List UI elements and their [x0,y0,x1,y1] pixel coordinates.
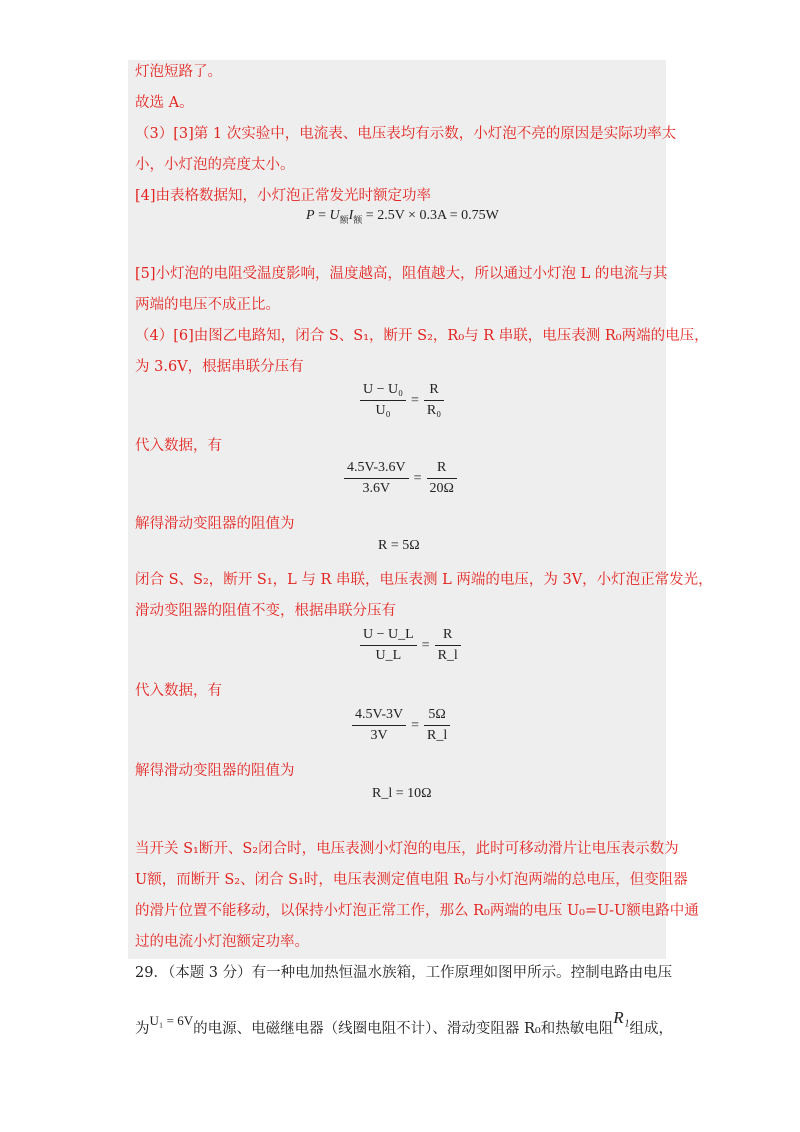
text-line: 解得滑动变阻器的阻值为 [135,763,295,779]
text-line: 当开关 S₁断开、S₂闭合时，电压表测小灯泡的电压，此时可移动滑片让电压表示数为 [135,841,679,857]
text-line: 两端的电压不成正比。 [135,297,280,313]
text-line: 为 3.6V，根据串联分压有 [135,359,304,375]
question-29-text-cont: 为U₁ = 6V的电源、电磁继电器（线圈电阻不计）、滑动变阻器 R₀和热敏电阻R₁组成， [135,1008,674,1037]
text-line: （4）[6]由图乙电路知，闭合 S、S₁，断开 S₂，R₀与 R 串联，电压表测 R₀两端的电压， [135,328,709,344]
equation-result-1: R = 5Ω [378,538,420,553]
text-line: （3）[3]第 1 次实验中，电流表、电压表均有示数，小灯泡不亮的原因是实际功率太 [135,126,677,142]
text-line: 代入数据，有 [135,438,222,454]
text-line: [4]由表格数据知，小灯泡正常发光时额定功率 [135,188,432,204]
text-line: 灯泡短路了。 [135,64,222,80]
text-line: 小，小灯泡的亮度太小。 [135,157,295,173]
text-line: 的滑片位置不能移动，以保持小灯泡正常工作，那么 R₀两端的电压 U₀=U-U额电路中通 [135,903,699,919]
equation-power: $P = U_额I_额 = 2.5V \times 0.3A = 0.75W$ [306,208,499,225]
equation-substitution-2: $\frac{4.5V-3V}{3V}$ = $\frac{5\Omega}{R\_l}$ [352,705,450,746]
text-line: 解得滑动变阻器的阻值为 [135,516,295,532]
text-line: 滑动变阻器的阻值不变，根据串联分压有 [135,603,396,619]
voltage-formula: U₁ = 6V [149,1013,194,1028]
question-29-text: 29．（本题 3 分）有一种电加热恒温水族箱，工作原理如图甲所示。控制电路由电压 [135,965,673,981]
thermistor-symbol: R₁ [613,1008,630,1027]
equation-series-ratio: $\frac{\text{U − U₀}}{\text{U₀}}$ = $\frac{R}{\text{R₀}}$ [360,380,444,421]
text-line: 过的电流小灯泡额定功率。 [135,934,309,950]
text-line: 故选 A。 [135,95,194,111]
text-line: U额，而断开 S₂、闭合 S₁时，电压表测定值电阻 R₀与小灯泡两端的总电压，但变阻器 [135,872,688,888]
equation-result-2: R_l = 10Ω [372,786,432,801]
text-line: 代入数据，有 [135,683,222,699]
text-line: [5]小灯泡的电阻受温度影响，温度越高，阻值越大，所以通过小灯泡 L 的电流与其 [135,266,668,282]
equation-lamp-ratio: $\frac{U - U\_L}{U\_L}$ = $\frac{R}{R\_l}$ [360,625,461,666]
equation-substitution-1: $\frac{4.5V-3.6V}{3.6V}$ = $\frac{R}{20\Omega}$ [344,458,457,499]
text-line: 闭合 S、S₂，断开 S₁，L 与 R 串联，电压表测 L 两端的电压，为 3V，小灯泡正常发光， [135,572,713,588]
